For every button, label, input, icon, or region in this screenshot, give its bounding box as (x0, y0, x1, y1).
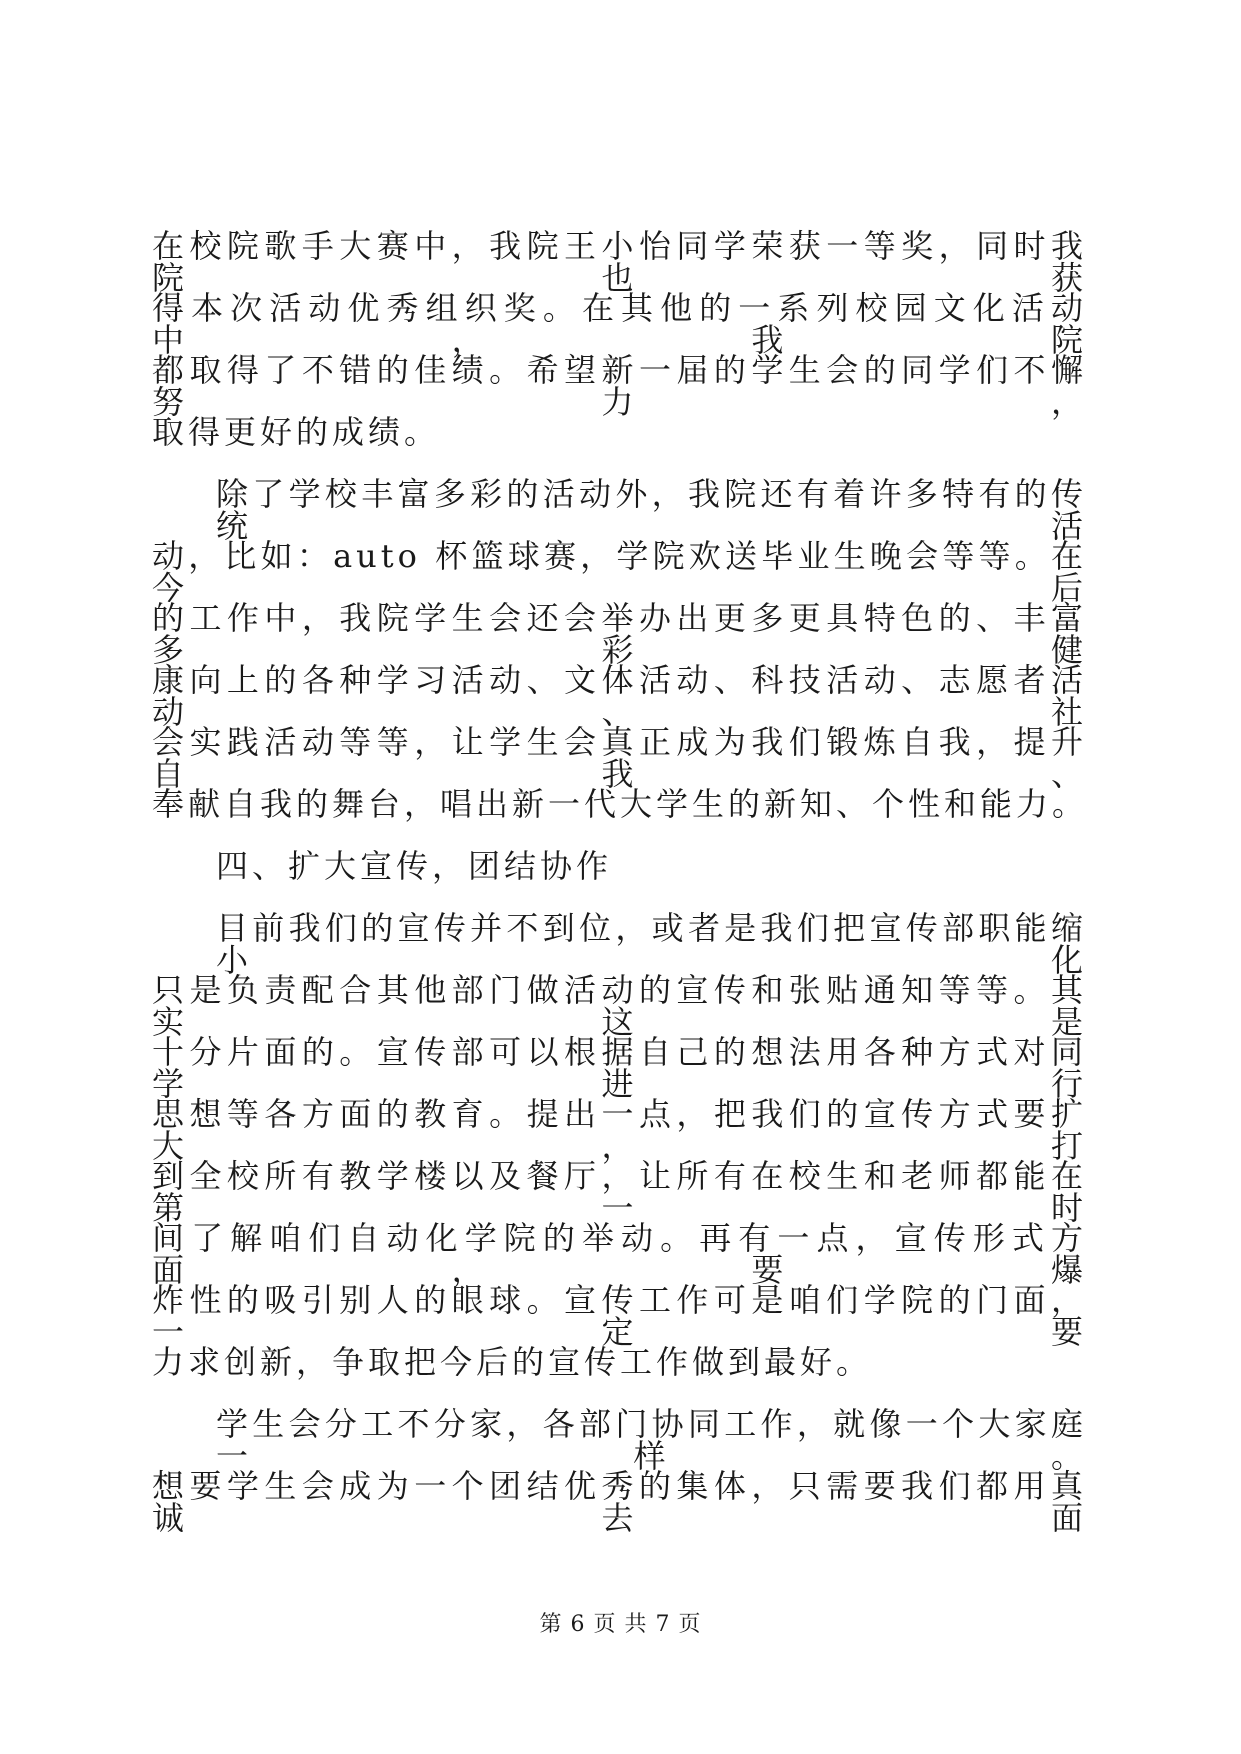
text-line: 学生会分工不分家，各部门协同工作，就像一个大家庭一样。 (216, 1405, 1087, 1475)
text-line: 十分片面的。宣传部可以根据自己的想法用各种方式对同学进行 (152, 1033, 1087, 1103)
text-line: 想要学生会成为一个团结优秀的集体，只需要我们都用真诚去面 (152, 1467, 1087, 1537)
section-heading: 四、扩大宣传，团结协作 (216, 847, 613, 885)
text-line: 只是负责配合其他部门做活动的宣传和张贴通知等等。其实这是 (152, 971, 1087, 1041)
text-line: 的工作中，我院学生会还会举办出更多更具特色的、丰富多彩健 (152, 599, 1087, 669)
text-line: 除了学校丰富多彩的活动外，我院还有着许多特有的传统活 (216, 475, 1087, 545)
text-line: 到全校所有教学楼以及餐厅，让所有在校生和老师都能在第一时 (152, 1157, 1087, 1227)
text-line: 目前我们的宣传并不到位，或者是我们把宣传部职能缩小化 (216, 909, 1087, 979)
body-text (152, 227, 1089, 1537)
text-line: 在校院歌手大赛中，我院王小怡同学荣获一等奖，同时我院也获 (152, 227, 1087, 297)
text-line: 动，比如：auto 杯篮球赛，学院欢送毕业生晚会等等。在今后 (152, 537, 1087, 607)
text-line: 思想等各方面的教育。提出一点，把我们的宣传方式要扩大，打 (152, 1095, 1087, 1165)
text-line: 取得更好的成绩。 (152, 413, 441, 451)
text-line: 都取得了不错的佳绩。希望新一届的学生会的同学们不懈努力， (152, 351, 1087, 421)
text-line: 康向上的各种学习活动、文体活动、科技活动、志愿者活动、社 (152, 661, 1087, 731)
text-line: 炸性的吸引别人的眼球。宣传工作可是咱们学院的门面，一定要 (152, 1281, 1087, 1351)
page-number: 第 6 页 共 7 页 (539, 1612, 702, 1637)
text-line: 会实践活动等等，让学生会真正成为我们锻炼自我，提升自我、 (152, 723, 1087, 793)
text-line: 力求创新，争取把今后的宣传工作做到最好。 (152, 1343, 873, 1381)
text-line: 间了解咱们自动化学院的举动。再有一点，宣传形式方面，要爆 (152, 1219, 1087, 1289)
text-line: 奉献自我的舞台，唱出新一代大学生的新知、个性和能力。 (152, 785, 1089, 823)
text-line: 得本次活动优秀组织奖。在其他的一系列校园文化活动中，我院 (152, 289, 1087, 359)
